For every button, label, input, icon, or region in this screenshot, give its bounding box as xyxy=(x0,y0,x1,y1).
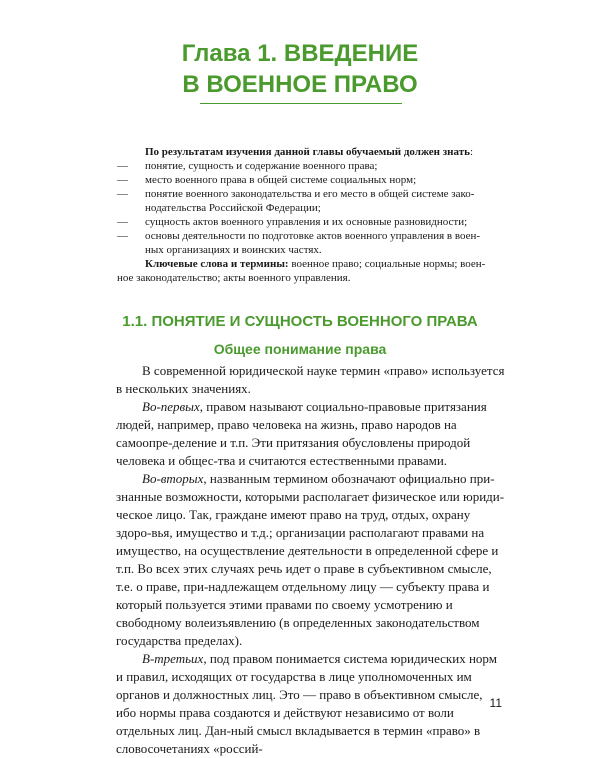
list-item: — понятие, сущность и содержание военного права; xyxy=(117,160,378,172)
paragraph: В современной юридической науке термин «право» используется в нескольких значениях. xyxy=(116,363,505,396)
keywords-paragraph xyxy=(117,257,497,285)
list-item: — место военного права в общей системе социальных норм; xyxy=(117,174,417,186)
keywords-label: Ключевые слова и термины: xyxy=(145,258,289,270)
dash-bullet: — xyxy=(117,230,128,242)
keywords-text: военное право; социальные нормы; воен-ное законодательство; акты военного управления. xyxy=(117,258,486,284)
title-underline xyxy=(200,103,402,104)
paragraph-lead: В-третьих xyxy=(142,651,204,666)
objectives-list xyxy=(117,159,497,257)
list-item: — понятие военного законодательства и его место в общей системе зако-нодательства Российской Федерации; xyxy=(117,188,475,214)
subsection-title: Общее понимание права xyxy=(213,341,387,357)
dash-bullet: — xyxy=(117,216,128,228)
dash-bullet: — xyxy=(117,160,128,172)
chapter-title-line2: В ВОЕННОЕ ПРАВО xyxy=(182,71,418,98)
paragraph-lead: Во-вторых xyxy=(142,471,204,486)
paragraph-lead: Во-первых xyxy=(142,399,200,414)
learning-objectives xyxy=(117,145,497,285)
chapter-title xyxy=(0,38,600,100)
dash-bullet: — xyxy=(117,188,128,200)
page-number: 11 xyxy=(489,696,502,710)
section-title: 1.1. ПОНЯТИЕ И СУЩНОСТЬ ВОЕННОГО ПРАВА xyxy=(122,313,478,330)
paragraph: В-третьих, под правом понимается система юридических норм и правил, исходящих от государства в лице уполномоченных им органов и должностных лиц. Это — право в объективном смысле, ибо нормы права создаются и действуют независимо от воли отдельных лиц. Дан-ный смысл вкладывается в термин «право» в словосочетаниях «россий- xyxy=(116,651,497,756)
paragraph: Во-вторых, названным термином обозначают официально при-знанные возможности, которыми располагает физическое или юриди-ческое лицо. Так, граждане имеют право на труд, отдых, охрану здоро-вья, имущество и т.д.; организации располагают правами на имущество, на осуществление деятельности в определенной сфере и т.п. Во всех этих случаях речь идет о праве в субъективном смысле, т.е. о праве, при-надлежащем отдельному лицу — субъекту права и который пользуется этими правами по своему усмотрению и свободному волеизъявлению (в определенных законодательством государства пределах). xyxy=(116,471,505,648)
list-item: — сущность актов военного управления и их основные разновидности; xyxy=(117,216,468,228)
dash-bullet: — xyxy=(117,174,128,186)
list-item: — основы деятельности по подготовке актов военного управления в воен-ных организациях и воинских частях. xyxy=(117,230,481,256)
paragraph: Во-первых, правом называют социально-правовые притязания людей, например, право человека на жизнь, право народов на самоопре-деление и т.п. Эти притязания обусловлены природой человека и общес-тва и считаются естественными правами. xyxy=(116,399,487,468)
chapter-title-line1: Глава 1. ВВЕДЕНИЕ xyxy=(181,40,419,67)
body-text xyxy=(116,362,505,758)
objectives-intro: По результатам изучения данной главы обучаемый должен знать: xyxy=(145,146,474,158)
